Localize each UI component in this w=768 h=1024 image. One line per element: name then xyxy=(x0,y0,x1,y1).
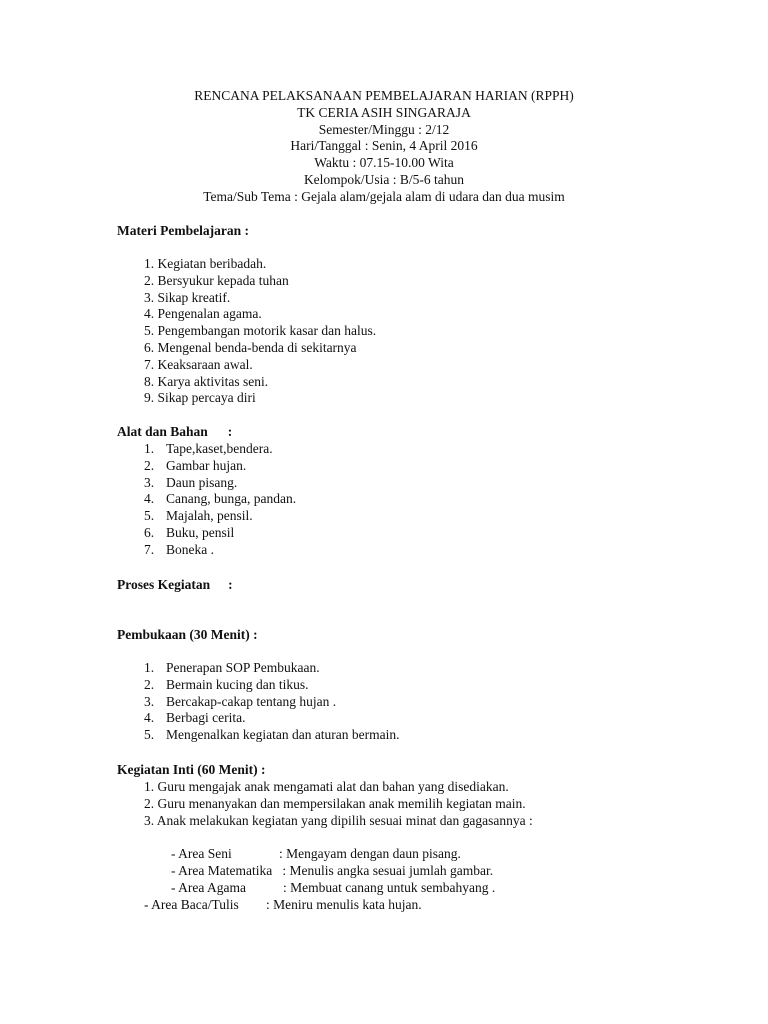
list-item: 2. Gambar hujan. xyxy=(144,457,247,473)
pembukaan-section xyxy=(117,627,258,644)
inti-list xyxy=(144,779,533,829)
proses-heading: Proses Kegiatan xyxy=(117,577,211,592)
alat-heading: Alat dan Bahan xyxy=(117,424,208,439)
list-item: 4. Berbagi cerita. xyxy=(144,710,246,726)
materi-section xyxy=(117,223,249,240)
materi-heading: Materi Pembelajaran : xyxy=(117,223,249,238)
area-last xyxy=(144,897,422,914)
list-item: 5. Pengembangan motorik kasar dan halus. xyxy=(144,323,377,339)
group-line: Kelompok/Usia : B/5-6 tahun xyxy=(303,171,465,187)
inti-section xyxy=(117,762,265,779)
list-item: 3. Sikap kreatif. xyxy=(144,289,231,305)
proses-section xyxy=(117,577,233,594)
materi-list xyxy=(144,256,376,407)
pembukaan-list xyxy=(144,660,400,744)
list-item: 3. Daun pisang. xyxy=(144,474,238,490)
alat-heading-colon: : xyxy=(227,424,233,439)
list-item: 4. Pengenalan agama. xyxy=(144,306,262,322)
list-item: 3. Anak melakukan kegiatan yang dipilih sesuai minat dan gagasannya : xyxy=(144,812,533,828)
proses-heading-colon: : xyxy=(228,577,233,592)
list-item: 2. Guru menanyakan dan mempersilakan anak memilih kegiatan main. xyxy=(144,795,526,811)
list-item: 5. Mengenalkan kegiatan dan aturan bermain. xyxy=(144,727,400,743)
alat-section xyxy=(117,424,232,441)
list-item: 6. Mengenal benda-benda di sekitarnya xyxy=(144,339,357,355)
list-item: 4. Canang, bunga, pandan. xyxy=(144,491,297,507)
time-line: Waktu : 07.15-10.00 Wita xyxy=(314,155,454,171)
list-item: 2. Bersyukur kepada tuhan xyxy=(144,272,289,288)
alat-list xyxy=(144,441,296,559)
list-item: 8. Karya aktivitas seni. xyxy=(144,373,269,389)
theme-line: Tema/Sub Tema : Gejala alam/gejala alam di udara dan dua musim xyxy=(203,188,565,204)
list-item: 7. Keaksaraan awal. xyxy=(144,356,253,372)
document-header xyxy=(0,88,768,206)
list-item: 1. Tape,kaset,bendera. xyxy=(144,441,273,456)
list-item: 9. Sikap percaya diri xyxy=(144,390,256,406)
area-item: - Area Agama : Membuat canang untuk sembahyang . xyxy=(171,879,496,895)
list-item: 1. Guru mengajak anak mengamati alat dan bahan yang disediakan. xyxy=(144,779,509,794)
school-name: TK CERIA ASIH SINGARAJA xyxy=(297,104,471,120)
list-item: 2. Bermain kucing dan tikus. xyxy=(144,676,309,692)
list-item: 1. Penerapan SOP Pembukaan. xyxy=(144,660,320,675)
area-item: - Area Matematika : Menulis angka sesuai jumlah gambar. xyxy=(171,862,494,878)
area-item: - Area Baca/Tulis : Meniru menulis kata hujan. xyxy=(144,897,422,912)
inti-heading: Kegiatan Inti (60 Menit) : xyxy=(117,762,266,777)
area-list xyxy=(171,846,495,896)
list-item: 1. Kegiatan beribadah. xyxy=(144,256,267,271)
semester-line: Semester/Minggu : 2/12 xyxy=(318,121,450,137)
list-item: 5. Majalah, pensil. xyxy=(144,508,253,524)
list-item: 3. Bercakap-cakap tentang hujan . xyxy=(144,693,337,709)
list-item: 7. Boneka . xyxy=(144,541,214,557)
document-title: RENCANA PELAKSANAAN PEMBELAJARAN HARIAN (RPPH) xyxy=(194,88,574,103)
area-item: - Area Seni : Mengayam dengan daun pisang. xyxy=(171,846,461,861)
pembukaan-heading: Pembukaan (30 Menit) : xyxy=(117,627,258,642)
list-item: 6. Buku, pensil xyxy=(144,524,235,540)
date-line: Hari/Tanggal : Senin, 4 April 2016 xyxy=(290,138,478,154)
